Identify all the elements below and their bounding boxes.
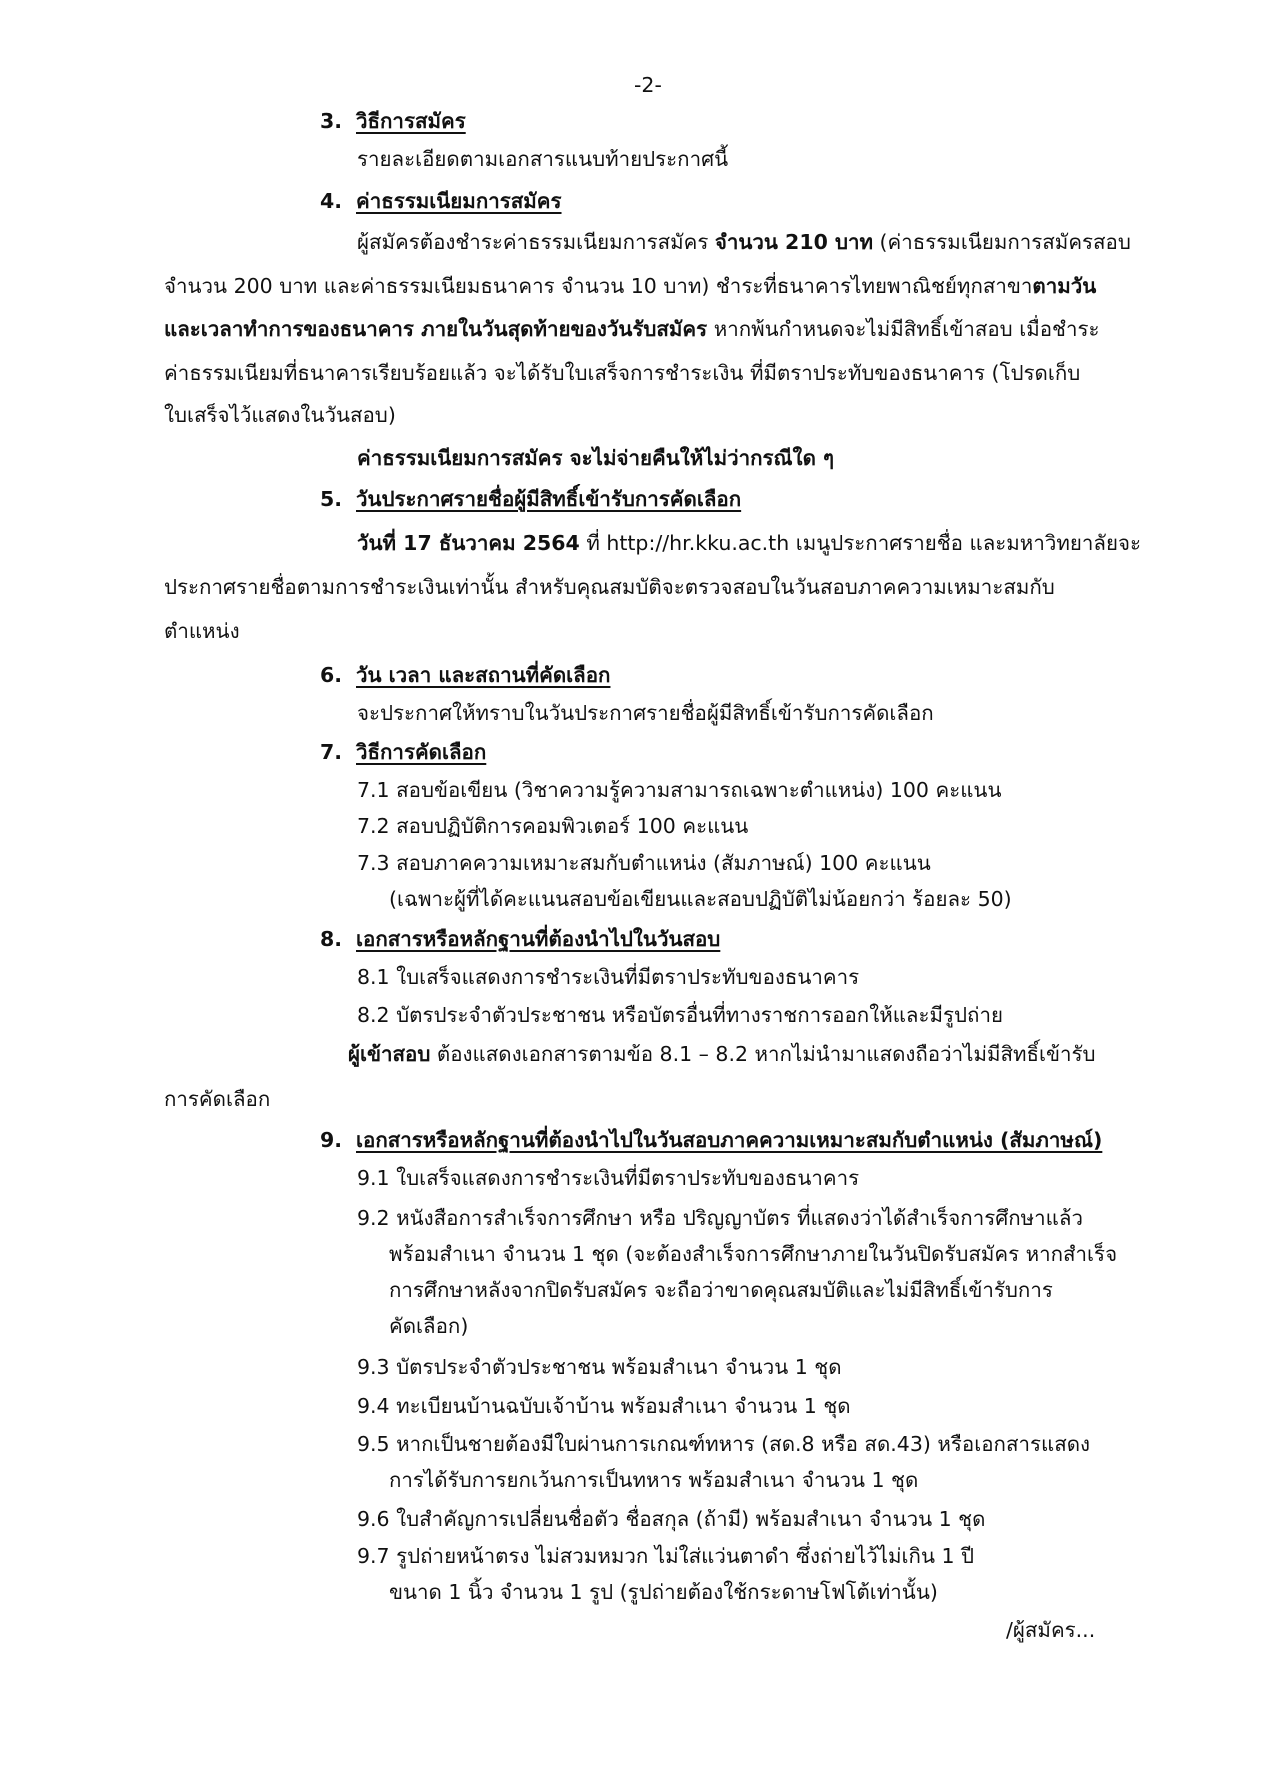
section-5-line-3: ตำแหน่ง <box>164 619 240 643</box>
section-5-title: วันประกาศรายชื่อผู้มีสิทธิ์เข้ารับการคัดเลือก <box>356 487 742 511</box>
section-7-item-3: 7.3 สอบภาคความเหมาะสมกับตำแหน่ง (สัมภาษณ์) 100 คะแนน <box>357 851 931 875</box>
section-9-heading <box>320 1125 1102 1155</box>
section-9-item-2-line-3: การศึกษาหลังจากปิดรับสมัคร จะถือว่าขาดคุณสมบัติและไม่มีสิทธิ์เข้ารับการ <box>389 1278 1053 1302</box>
section-7-number: 7. <box>320 740 343 764</box>
section-8-heading <box>320 924 720 954</box>
section-5-number: 5. <box>320 487 343 511</box>
fee-amount: จำนวน 210 บาท <box>714 230 874 254</box>
section-8-item-1: 8.1 ใบเสร็จแสดงการชำระเงินที่มีตราประทับของธนาคาร <box>357 965 860 989</box>
payment-deadline: และเวลาทำการของธนาคาร ภายในวันสุดท้ายของวันรับสมัคร <box>164 317 708 341</box>
section-9-number: 9. <box>320 1128 343 1152</box>
section-6-body: จะประกาศให้ทราบในวันประกาศรายชื่อผู้มีสิทธิ์เข้ารับการคัดเลือก <box>357 701 934 725</box>
payment-deadline-note: หากพ้นกำหนดจะไม่มีสิทธิ์เข้าสอบ เมื่อชำระ <box>707 317 1100 341</box>
section-9-item-7-line-2: ขนาด 1 นิ้ว จำนวน 1 รูป (รูปถ่ายต้องใช้กระดาษโฟโต้เท่านั้น) <box>389 1580 938 1604</box>
section-8-title: เอกสารหรือหลักฐานที่ต้องนำไปในวันสอบ <box>356 927 721 951</box>
section-4-number: 4. <box>320 189 343 213</box>
section-3-number: 3. <box>320 109 343 133</box>
section-8-note <box>348 1039 1096 1069</box>
section-4-line-2 <box>164 271 1096 301</box>
section-4-note: ค่าธรรมเนียมการสมัคร จะไม่จ่ายคืนให้ไม่ว่ากรณีใด ๆ <box>357 446 835 470</box>
examinee-label: ผู้เข้าสอบ <box>348 1042 431 1066</box>
section-4-heading <box>320 186 562 216</box>
section-9-item-2-line-2: พร้อมสำเนา จำนวน 1 ชุด (จะต้องสำเร็จการศึกษาภายในวันปิดรับสมัคร หากสำเร็จ <box>389 1242 1118 1266</box>
section-5-line-2: ประกาศรายชื่อตามการชำระเงินเท่านั้น สำหรับคุณสมบัติจะตรวจสอบในวันสอบภาคความเหมาะสมกับ <box>164 575 1055 599</box>
fee-breakdown-start: (ค่าธรรมเนียมการสมัครสอบ <box>873 230 1131 254</box>
announcement-date: วันที่ 17 ธันวาคม 2564 <box>357 531 580 555</box>
section-4-line-5: ใบเสร็จไว้แสดงในวันสอบ) <box>164 403 396 427</box>
continued-marker: /ผู้สมัคร... <box>1006 1618 1096 1642</box>
section-5-line-1 <box>357 528 1141 558</box>
section-9-item-2-line-4: คัดเลือก) <box>389 1314 469 1338</box>
section-4-line-4: ค่าธรรมเนียมที่ธนาคารเรียบร้อยแล้ว จะได้รับใบเสร็จการชำระเงิน ที่มีตราประทับของธนาคาร (โปรดเก็บ <box>164 361 1081 385</box>
section-5-heading <box>320 484 741 514</box>
section-4-title: ค่าธรรมเนียมการสมัคร <box>356 189 562 213</box>
page-number: -2- <box>634 73 662 97</box>
payment-time-start: ตามวัน <box>1032 274 1097 298</box>
section-7-item-3-note: (เฉพาะผู้ที่ได้คะแนนสอบข้อเขียนและสอบปฏิบัติไม่น้อยกว่า ร้อยละ 50) <box>389 887 1012 911</box>
section-4-line-1 <box>357 227 1131 257</box>
section-9-item-7: 9.7 รูปถ่ายหน้าตรง ไม่สวมหมวก ไม่ใส่แว่นตาดำ ซึ่งถ่ายไว้ไม่เกิน 1 ปี <box>357 1544 975 1568</box>
section-4-line-3 <box>164 314 1099 344</box>
section-8-number: 8. <box>320 927 343 951</box>
fee-text: ผู้สมัครต้องชำระค่าธรรมเนียมการสมัคร <box>357 230 715 254</box>
section-7-item-1: 7.1 สอบข้อเขียน (วิชาความรู้ความสามารถเฉพาะตำแหน่ง) 100 คะแนน <box>357 778 1002 802</box>
section-7-heading <box>320 737 486 767</box>
announcement-url-text: ที่ http://hr.kku.ac.th เมนูประกาศรายชื่อ และมหาวิทยาลัยจะ <box>579 531 1141 555</box>
section-3-body: รายละเอียดตามเอกสารแนบท้ายประกาศนี้ <box>357 147 729 171</box>
section-6-heading <box>320 660 610 690</box>
section-9-item-3: 9.3 บัตรประจำตัวประชาชน พร้อมสำเนา จำนวน 1 ชุด <box>357 1355 842 1379</box>
section-3-title: วิธีการสมัคร <box>356 109 466 133</box>
section-9-item-5-line-2: การได้รับการยกเว้นการเป็นทหาร พร้อมสำเนา จำนวน 1 ชุด <box>389 1468 919 1492</box>
section-6-title: วัน เวลา และสถานที่คัดเลือก <box>356 663 611 687</box>
section-6-number: 6. <box>320 663 343 687</box>
section-9-item-2: 9.2 หนังสือการสำเร็จการศึกษา หรือ ปริญญาบัตร ที่แสดงว่าได้สำเร็จการศึกษาแล้ว <box>357 1206 1083 1230</box>
examinee-requirement: ต้องแสดงเอกสารตามข้อ 8.1 – 8.2 หากไม่นำมาแสดงถือว่าไม่มีสิทธิ์เข้ารับ <box>430 1042 1096 1066</box>
section-9-item-4: 9.4 ทะเบียนบ้านฉบับเจ้าบ้าน พร้อมสำเนา จำนวน 1 ชุด <box>357 1394 851 1418</box>
section-8-item-2: 8.2 บัตรประจำตัวประชาชน หรือบัตรอื่นที่ทางราชการออกให้และมีรูปถ่าย <box>357 1003 1003 1027</box>
section-9-title: เอกสารหรือหลักฐานที่ต้องนำไปในวันสอบภาคความเหมาะสมกับตำแหน่ง (สัมภาษณ์) <box>356 1128 1103 1152</box>
section-9-item-5: 9.5 หากเป็นชายต้องมีใบผ่านการเกณฑ์ทหาร (สด.8 หรือ สด.43) หรือเอกสารแสดง <box>357 1432 1091 1456</box>
section-3-heading <box>320 106 466 136</box>
section-7-title: วิธีการคัดเลือก <box>356 740 487 764</box>
section-9-item-1: 9.1 ใบเสร็จแสดงการชำระเงินที่มีตราประทับของธนาคาร <box>357 1166 860 1190</box>
section-7-item-2: 7.2 สอบปฏิบัติการคอมพิวเตอร์ 100 คะแนน <box>357 814 749 838</box>
section-8-note-line-2: การคัดเลือก <box>164 1087 271 1111</box>
fee-breakdown: จำนวน 200 บาท และค่าธรรมเนียมธนาคาร จำนวน 10 บาท) ชำระที่ธนาคารไทยพาณิชย์ทุกสาขา <box>164 274 1033 298</box>
section-9-item-6: 9.6 ใบสำคัญการเปลี่ยนชื่อตัว ชื่อสกุล (ถ้ามี) พร้อมสำเนา จำนวน 1 ชุด <box>357 1507 986 1531</box>
